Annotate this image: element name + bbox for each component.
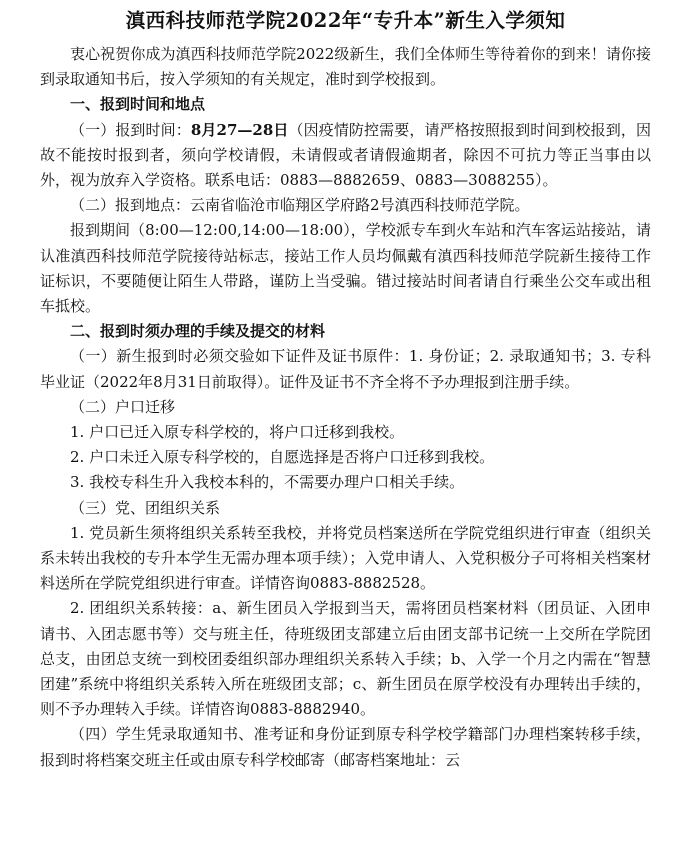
hukou-subheading: （二）户口迁移	[70, 397, 176, 416]
report-time-prefix: （一）报到时间：	[70, 120, 191, 139]
archive-transfer-paragraph: （四）学生凭录取通知书、准考证和身份证到原专科学校学籍部门办理档案转移手续，报到时将档案交班主任或由原专科学校邮寄（邮寄档案地址：云	[40, 725, 651, 769]
intro-paragraph: 衷心祝贺你成为滇西科技师范学院2022级新生，我们全体师生等待着你的到来！请你接到录取通知书后，按入学须知的有关规定，准时到学校报到。	[40, 45, 651, 89]
document-title: 滇西科技师范学院2022年“专升本”新生入学须知	[125, 9, 566, 32]
hukou-item-1: 1. 户口已迁入原专科学校的，将户口迁移到我校。	[70, 423, 405, 442]
league-transfer-paragraph: 2. 团组织关系转接：a、新生团员入学报到当天，需将团员档案材料（团员证、入团申请书、入团志愿书等）交与班主任，待班级团支部建立后由团支部书记统一上交所在学院团总支，由团总支统一到校团委组织部办理组织关系转入手续；b、入学一个月之内需在“智慧团建”系统中将组织关系转入所在班级团支部；c、新生团员在原学校没有办理转出手续的，则不予办理转入手续。详情咨询0883-8882940。	[40, 599, 651, 719]
report-location-paragraph: （二）报到地点：云南省临沧市临翔区学府路2号滇西科技师范学院。	[70, 196, 530, 215]
report-date: 8月27—28日	[190, 120, 289, 139]
pickup-paragraph: 报到期间（8:00—12:00,14:00—18:00），学校派专车到火车站和汽车客运站接站，请认准滇西科技师范学院接待站标志，接站工作人员均佩戴有滇西科技师范学院新生接待工作证标识，不要随便让陌生人带路，谨防上当受骗。错过接站时间者请自行乘坐公交车或出租车抵校。	[40, 221, 651, 316]
report-time-paragraph	[40, 118, 651, 194]
section-heading-1: 一、报到时间和地点	[70, 95, 206, 114]
hukou-item-3: 3. 我校专科生升入我校本科的，不需要办理户口相关手续。	[70, 473, 465, 492]
report-time-details: （因疫情防控需要，请严格按照报到时间到校报到，因故不能按时报到者，须向学校请假，未请假或者请假逾期者，除因不可抗力等正当事由以外，视为放弃入学资格。联系电话：0883—8882659、0883—3088255）。	[40, 120, 651, 190]
hukou-item-2: 2. 户口未迁入原专科学校的，自愿选择是否将户口迁移到我校。	[70, 448, 495, 467]
party-transfer-paragraph: 1. 党员新生须将组织关系转至我校，并将党员档案送所在学院党组织进行审查（组织关系未转出我校的专升本学生无需办理本项手续）；入党申请人、入党积极分子可将相关档案材料送所在学院党组织进行审查。详情咨询0883-8882528。	[40, 523, 651, 593]
documents-paragraph: （一）新生报到时必须交验如下证件及证书原件：1. 身份证；2. 录取通知书；3. 专科毕业证（2022年8月31日前取得）。证件及证书不齐全将不予办理报到注册手续。	[40, 347, 651, 391]
section-heading-2: 二、报到时须办理的手续及提交的材料	[70, 322, 326, 341]
party-league-subheading: （三）党、团组织关系	[70, 498, 221, 517]
